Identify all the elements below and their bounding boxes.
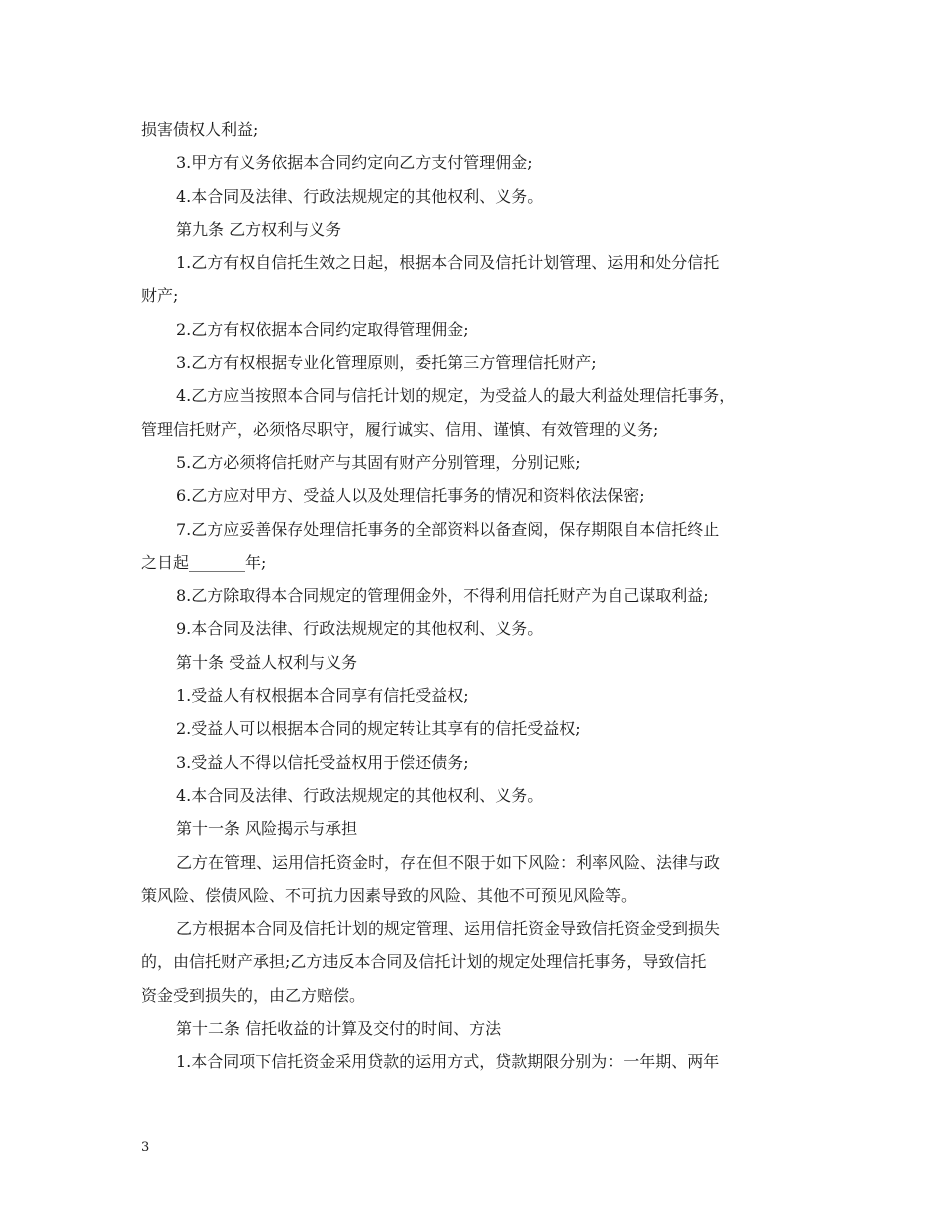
text-line: 3.受益人不得以信托受益权用于偿还债务; xyxy=(176,752,469,772)
text-line: 的，由信托财产承担;乙方违反本合同及信托计划的规定处理信托事务，导致信托 xyxy=(141,952,707,972)
text-line: 损害债权人利益; xyxy=(141,120,259,139)
text-line: 4.本合同及法律、行政法规规定的其他权利、义务。 xyxy=(176,186,544,206)
text-line: 策风险、偿债风险、不可抗力因素导致的风险、其他不可预见风险等。 xyxy=(141,885,638,905)
text-line: 2.乙方有权依据本合同约定取得管理佣金; xyxy=(176,319,469,339)
text-line: 资金受到损失的，由乙方赔偿。 xyxy=(141,985,366,1005)
text-line: 1.乙方有权自信托生效之日起，根据本合同及信托计划管理、运用和处分信托 xyxy=(176,253,720,273)
text-line: 5.乙方必须将信托财产与其固有财产分别管理，分别记账; xyxy=(176,452,581,472)
text-line: 7.乙方应妥善保存处理信托事务的全部资料以备查阅，保存期限自本信托终止 xyxy=(176,519,720,539)
page-number: 3 xyxy=(141,1140,150,1155)
text-line: 1.本合同项下信托资金采用贷款的运用方式，贷款期限分别为：一年期、两年 xyxy=(176,1052,720,1072)
section-heading-11: 第十一条 风险揭示与承担 xyxy=(176,819,358,839)
section-heading-9: 第九条 乙方权利与义务 xyxy=(176,219,342,239)
section-heading-12: 第十二条 信托收益的计算及交付的时间、方法 xyxy=(176,1019,502,1039)
text-line: 1.受益人有权根据本合同享有信托受益权; xyxy=(176,686,469,706)
text-line: 3.乙方有权根据专业化管理原则，委托第三方管理信托财产; xyxy=(176,353,597,373)
text-line: 之日起_______年; xyxy=(141,552,267,572)
text-line: 财产; xyxy=(141,286,179,306)
section-heading-10: 第十条 受益人权利与义务 xyxy=(176,652,358,672)
text-line: 4.乙方应当按照本合同与信托计划的规定，为受益人的最大利益处理信托事务， xyxy=(176,386,736,406)
text-line: 2.受益人可以根据本合同的规定转让其享有的信托受益权; xyxy=(176,719,581,739)
text-line: 乙方在管理、运用信托资金时，存在但不限于如下风险：利率风险、法律与政 xyxy=(176,852,721,872)
text-line: 管理信托财产，必须恪尽职守，履行诚实、信用、谨慎、有效管理的义务; xyxy=(141,419,659,439)
text-line: 3.甲方有义务依据本合同约定向乙方支付管理佣金; xyxy=(176,153,533,173)
text-line: 4.本合同及法律、行政法规规定的其他权利、义务。 xyxy=(176,785,544,805)
text-line: 6.乙方应对甲方、受益人以及处理信托事务的情况和资料依法保密; xyxy=(176,486,645,506)
text-line: 9.本合同及法律、行政法规规定的其他权利、义务。 xyxy=(176,619,544,639)
text-line: 8.乙方除取得本合同规定的管理佣金外，不得利用信托财产为自己谋取利益; xyxy=(176,586,709,606)
document-body xyxy=(141,113,823,1079)
text-line: 乙方根据本合同及信托计划的规定管理、运用信托资金导致信托资金受到损失 xyxy=(176,919,721,939)
